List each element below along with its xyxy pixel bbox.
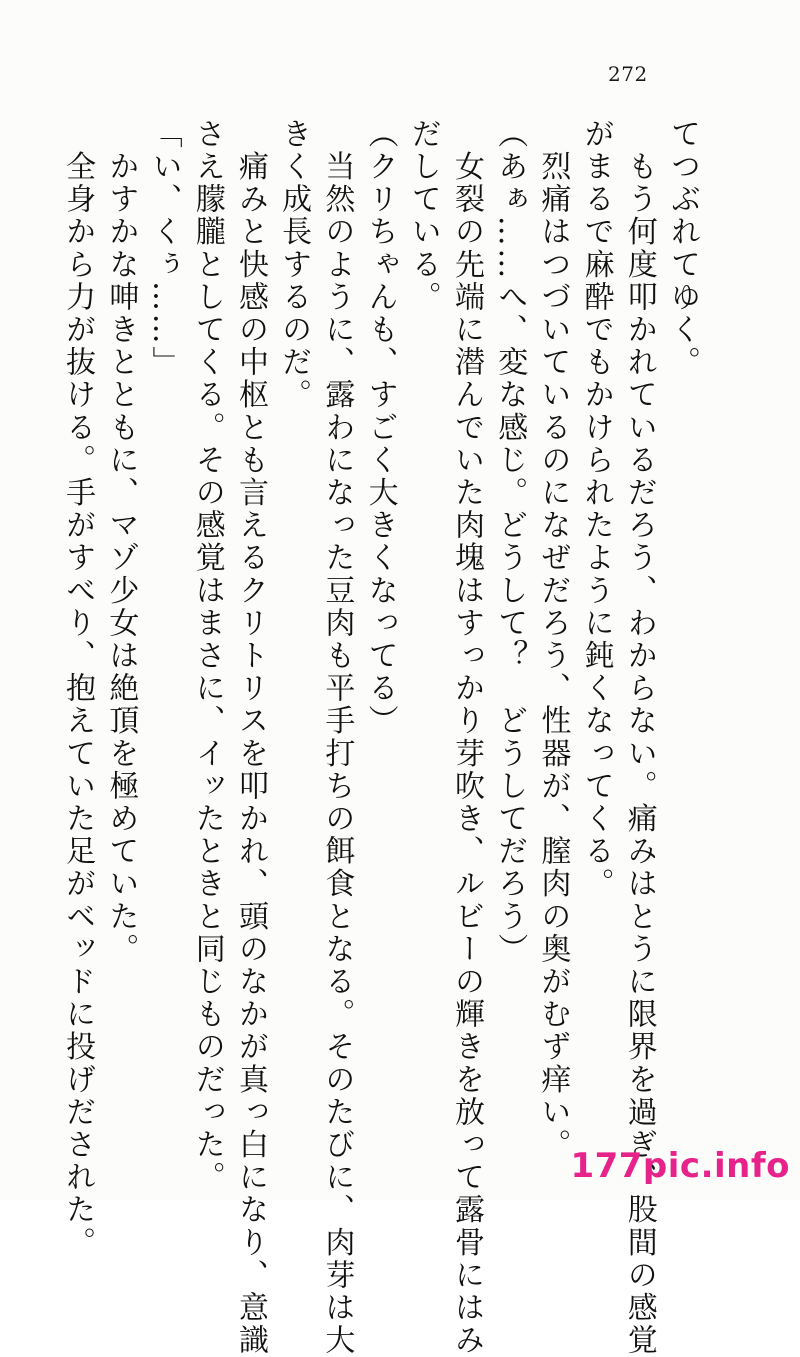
text-line: きく成長するのだ。 (276, 118, 312, 412)
text-line: かすかな呻きとともに、マゾ少女は絶頂を極めていた。 (103, 118, 139, 966)
text-line: 女裂の先端に潜んでいた肉塊はすっかり芽吹き、ルビーの輝きを放って露骨にはみ (448, 118, 484, 1357)
text-line: さえ朦朧としてくる。その感覚はまさに、イッたときと同じものだった。 (189, 118, 225, 1194)
text-line: 烈痛はつづいているのになぜだろう、性器が、膣肉の奥がむず痒い。 (535, 118, 571, 1162)
text-line: 「い、くぅ……」 (146, 118, 182, 379)
text-line: 当然のように、露わになった豆肉も平手打ちの餌食となる。そのたびに、肉芽は大 (319, 118, 355, 1357)
page-number: 272 (608, 62, 648, 86)
text-line: （あぁ……へ、変な感じ。どうして？ どうしてだろう） (492, 118, 528, 966)
watermark-logo: 177pic.info (570, 1146, 790, 1186)
text-line: がまるで麻酔でもかけられたように鈍くなってくる。 (578, 118, 614, 901)
text-line: もう何度叩かれているだろう、わからない。痛みはとうに限界を過ぎ、股間の感覚 (621, 118, 657, 1357)
text-line: だしている。 (405, 118, 441, 314)
text-line: 全身から力が抜ける。手がすべり、抱えていた足がベッドに投げだされた。 (60, 118, 96, 1259)
text-line: てつぶれてゆく。 (665, 118, 700, 379)
text-line: （クリちゃんも、すごく大きくなってる） (362, 118, 398, 738)
text-line: 痛みと快感の中枢とも言えるクリトリスを叩かれ、頭のなかが真っ白になり、意識 (232, 118, 268, 1357)
